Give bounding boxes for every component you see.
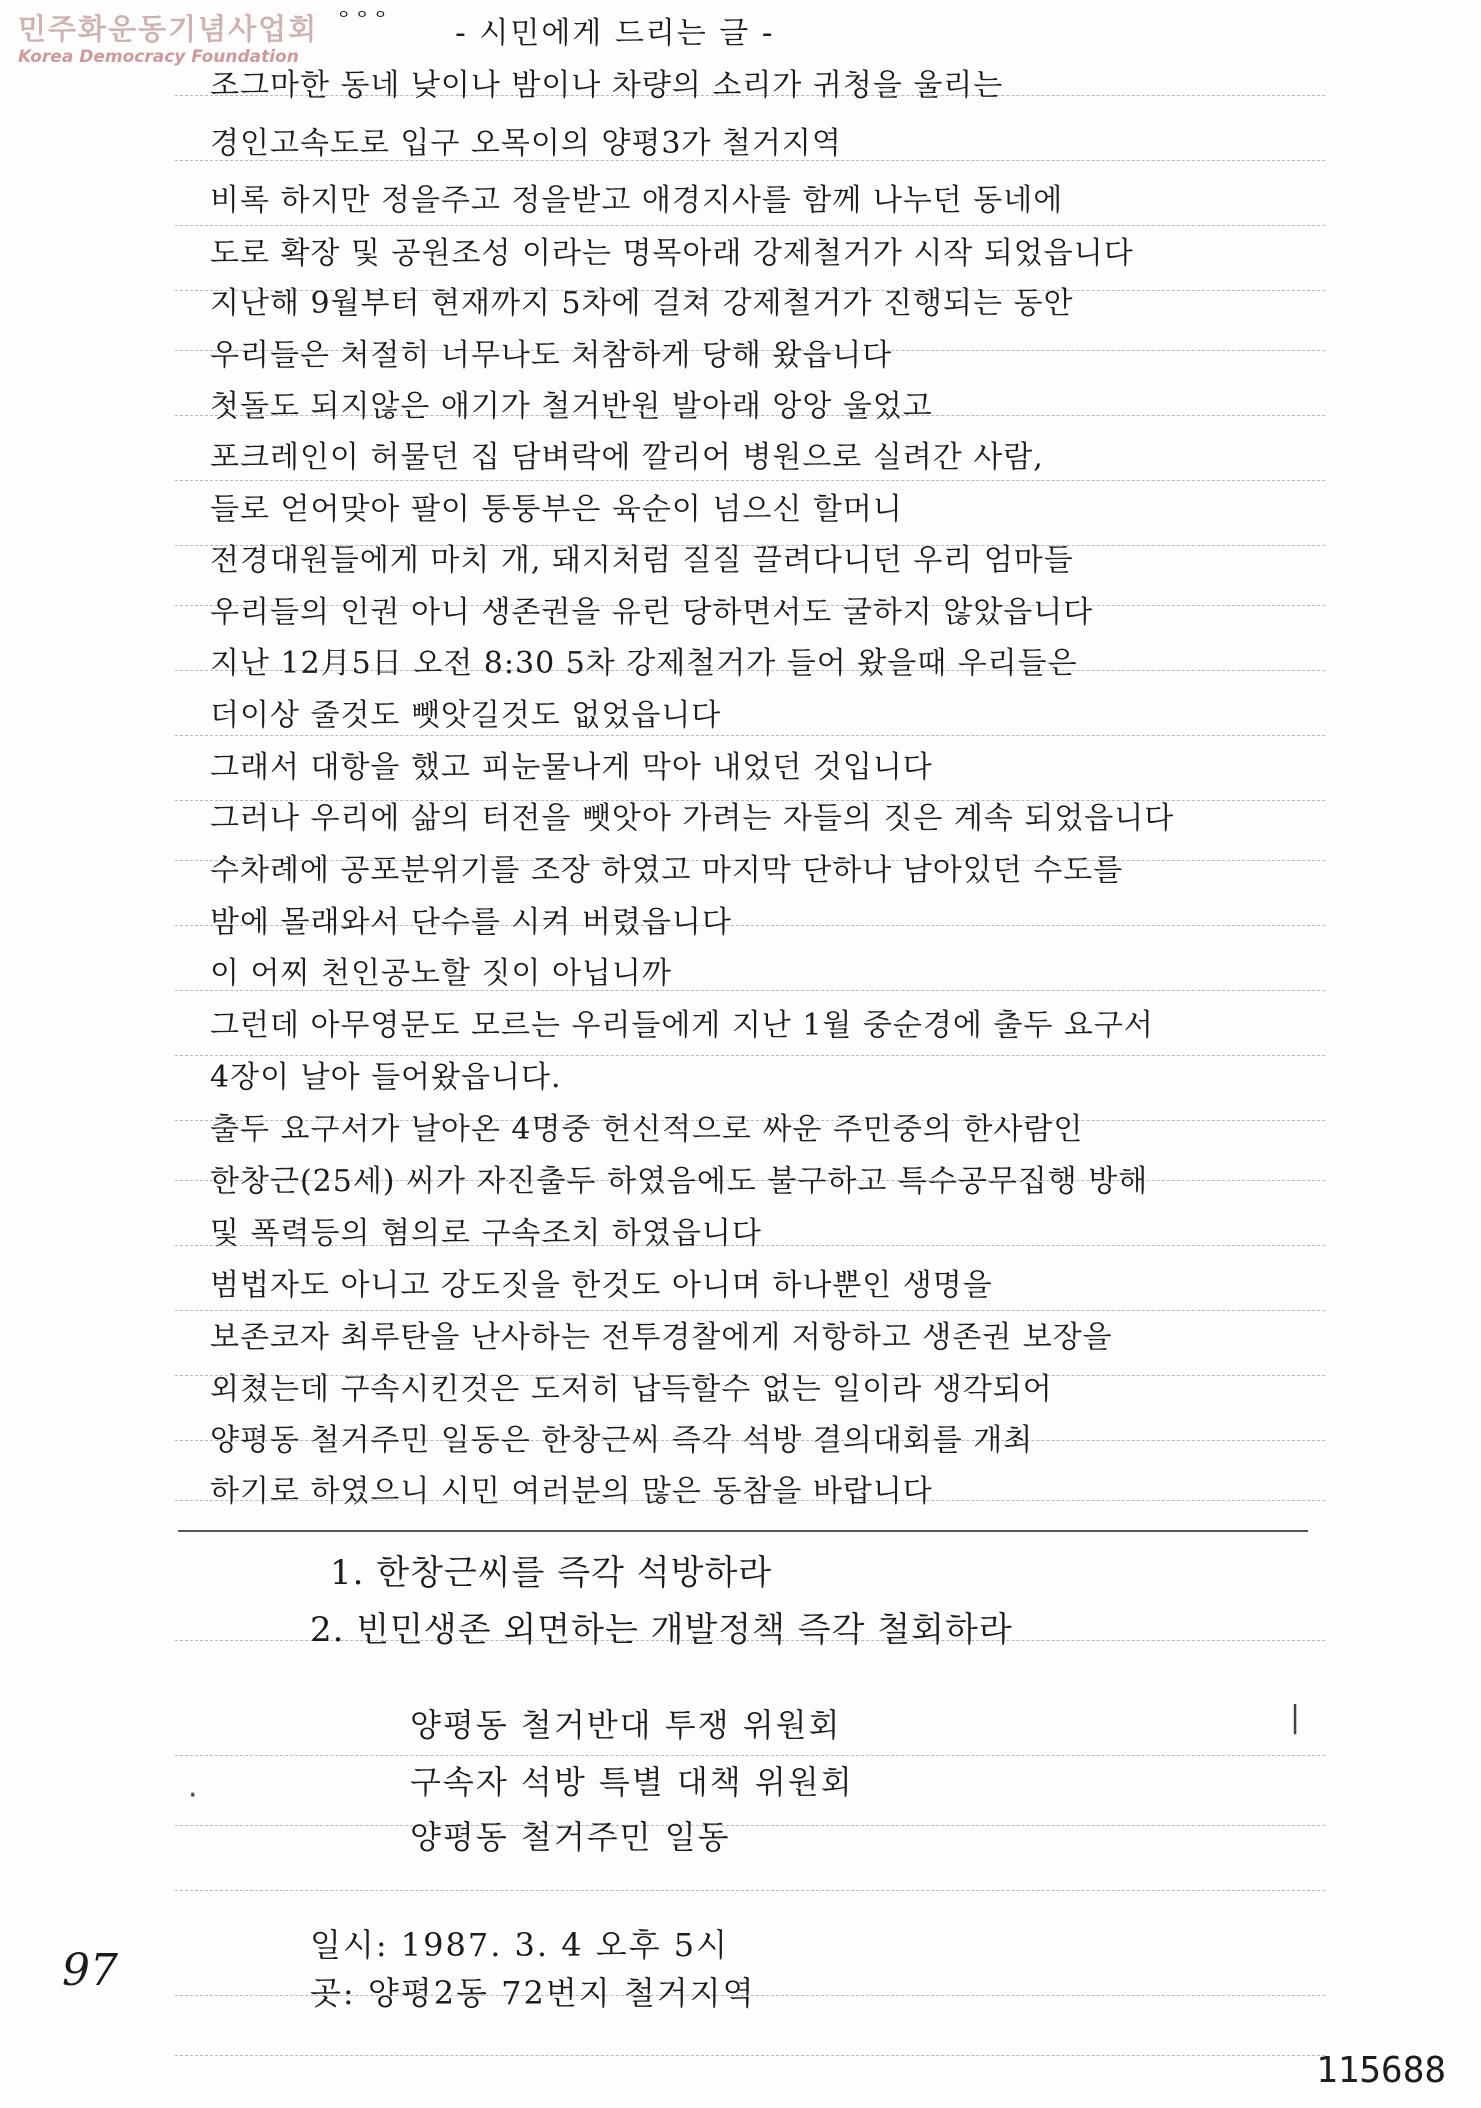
page-number: 97	[62, 1945, 118, 1996]
body-line: 이 어찌 천인공노할 짓이 아닙니까	[210, 956, 672, 991]
body-line: 우리들의 인권 아니 생존권을 유린 당하면서도 굴하지 않았읍니다	[210, 595, 1094, 630]
ruled-line	[175, 2055, 1325, 2056]
body-line: 조그마한 동네 낮이나 밤이나 차량의 소리가 귀청을 울리는	[210, 68, 1004, 103]
organization-name: 양평동 철거반대 투쟁 위원회	[410, 1706, 842, 1744]
body-line: 그래서 대항을 했고 피눈물나게 막아 내었던 것입니다	[210, 750, 933, 785]
watermark-english: Korea Democracy Foundation	[18, 46, 299, 67]
body-line: 양평동 철거주민 일동은 한창근씨 즉각 석방 결의대회를 개최	[210, 1423, 1034, 1458]
event-datetime: 일시: 1987. 3. 4 오후 5시	[310, 1926, 730, 1964]
body-line: 및 폭력등의 혐의로 구속조치 하였읍니다	[210, 1216, 762, 1251]
body-line: 출두 요구서가 날아온 4명중 헌신적으로 싸운 주민중의 한사람인	[210, 1112, 1084, 1147]
body-line: 외쳤는데 구속시킨것은 도저히 납득할수 없는 일이라 생각되어	[210, 1372, 1053, 1407]
ruled-line	[175, 1890, 1325, 1891]
body-line: 범법자도 아니고 강도짓을 한것도 아니며 하나뿐인 생명을	[210, 1268, 993, 1303]
organization-name: 구속자 석방 특별 대책 위원회	[410, 1763, 854, 1801]
body-line: 그런데 아무영문도 모르는 우리들에게 지난 1월 중순경에 출두 요구서	[210, 1008, 1154, 1043]
body-line: 4장이 날아 들어왔읍니다.	[210, 1060, 562, 1095]
body-line: 도로 확장 및 공원조성 이라는 명목아래 강제철거가 시작 되었읍니다	[210, 236, 1134, 271]
ruled-line	[175, 735, 1325, 736]
body-line: 더이상 줄것도 뺏앗길것도 없었읍니다	[210, 698, 722, 733]
body-line: 경인고속도로 입구 오목이의 양평3가 철거지역	[210, 126, 842, 161]
ruled-line	[175, 1755, 1325, 1756]
body-line: 지난해 9월부터 현재까지 5차에 걸쳐 강제철거가 진행되는 동안	[210, 286, 1074, 321]
body-line: 비록 하지만 정을주고 정을받고 애경지사를 함께 나누던 동네에	[210, 183, 1064, 218]
watermark-korean: 민주화운동기념사업회	[18, 12, 319, 46]
organization-name: 양평동 철거주민 일동	[410, 1818, 731, 1856]
ruled-line	[175, 225, 1325, 226]
body-line: 우리들은 처절히 너무나도 처참하게 당해 왔읍니다	[210, 338, 893, 373]
ruled-line	[175, 1310, 1325, 1311]
body-line: 수차례에 공포분위기를 조장 하였고 마지막 단하나 남아있던 수도를	[210, 853, 1124, 888]
body-line: 전경대원들에게 마치 개, 돼지처럼 질질 끌려다니던 우리 엄마들	[210, 543, 1074, 578]
body-line: 포크레인이 허물던 집 담벼락에 깔리어 병원으로 실려간 사람,	[210, 440, 1044, 475]
section-divider	[178, 1530, 1308, 1532]
demand-item: 1. 한창근씨를 즉각 석방하라	[330, 1553, 773, 1593]
body-line: 첫돌도 되지않은 애기가 철거반원 발아래 앙앙 울었고	[210, 389, 933, 424]
body-line: 한창근(25세) 씨가 자진출두 하였음에도 불구하고 특수공무집행 방해	[210, 1164, 1149, 1199]
top-mark: ᄋᄋᄋ	[335, 10, 391, 31]
body-line: 들로 얻어맞아 팔이 퉁퉁부은 육순이 넘으신 할머니	[210, 492, 903, 527]
ruled-line	[175, 480, 1325, 481]
margin-mark: |	[1290, 1700, 1301, 1735]
event-place: 곳: 양평2동 72번지 철거지역	[310, 1974, 756, 2012]
body-line: 하기로 하였으니 시민 여러분의 많은 동참을 바랍니다	[210, 1474, 933, 1509]
demand-item: 2. 빈민생존 외면하는 개발정책 즉각 철회하라	[310, 1610, 1013, 1650]
document-id: 115688	[1316, 2050, 1447, 2091]
watermark	[18, 14, 318, 67]
body-line: 밤에 몰래와서 단수를 시켜 버렸읍니다	[210, 905, 732, 940]
page-title: - 시민에게 드리는 글 -	[455, 16, 775, 51]
margin-mark: ·	[188, 1778, 198, 1813]
ruled-line	[175, 1825, 1325, 1826]
body-line: 보존코자 최루탄을 난사하는 전투경찰에게 저항하고 생존권 보장을	[210, 1320, 1113, 1355]
body-line: 지난 12月5日 오전 8:30 5차 강제철거가 들어 왔을때 우리들은	[210, 646, 1078, 681]
body-line: 그러나 우리에 삶의 터전을 뺏앗아 가려는 자들의 짓은 계속 되었읍니다	[210, 801, 1175, 836]
